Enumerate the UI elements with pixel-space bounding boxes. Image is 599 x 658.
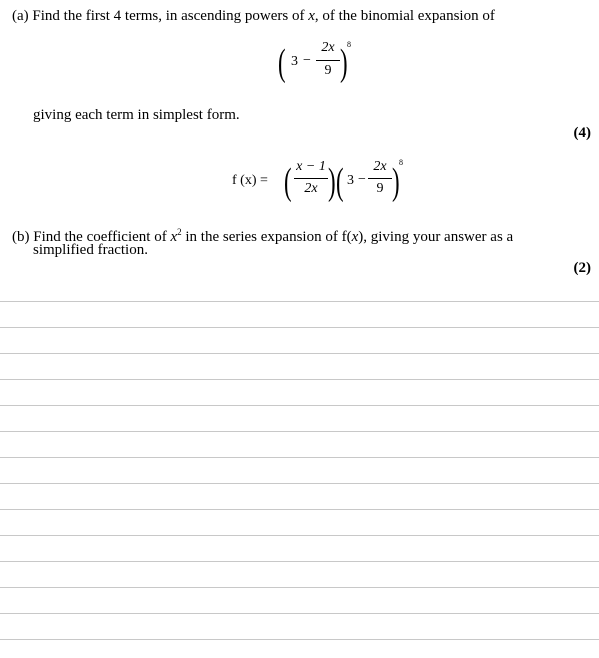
part-a-question xyxy=(12,7,495,26)
paren-1-right: ) xyxy=(328,161,336,203)
function-fraction-2 xyxy=(368,159,392,205)
answer-line[interactable] xyxy=(0,457,599,458)
left-paren: ( xyxy=(278,42,286,84)
expr-constant: 3 xyxy=(291,54,298,69)
part-a-var-x: x xyxy=(308,8,315,24)
expr-fraction xyxy=(316,40,340,86)
part-a-expression xyxy=(278,40,358,90)
fraction-2-denominator: 9 xyxy=(376,181,384,196)
answer-line[interactable] xyxy=(0,613,599,614)
function-fraction-1 xyxy=(294,159,328,205)
part-a-instruction: giving each term in simplest form. xyxy=(33,107,240,123)
part-a-text-2: , of the binomial expansion of xyxy=(314,8,495,24)
answer-line[interactable] xyxy=(0,587,599,588)
answer-line[interactable] xyxy=(0,561,599,562)
fraction-2-bar xyxy=(368,178,392,179)
part-b-var-x2: x xyxy=(351,229,359,245)
part-b-power: 2 xyxy=(177,227,182,237)
function-minus: − xyxy=(358,172,366,187)
answer-line[interactable] xyxy=(0,327,599,328)
part-b-var-x: x xyxy=(170,229,178,245)
part-a-text-1: Find the first 4 terms, in ascending powers of xyxy=(32,8,309,24)
right-paren: ) xyxy=(340,42,348,84)
expr-power: 8 xyxy=(347,40,351,49)
expr-minus: − xyxy=(303,53,311,68)
answer-line[interactable] xyxy=(0,431,599,432)
paren-1-left: ( xyxy=(284,161,292,203)
answer-line[interactable] xyxy=(0,483,599,484)
part-a-label: (a) xyxy=(12,8,29,24)
part-a-marks: (4) xyxy=(573,125,591,141)
part-b-label: (b) xyxy=(12,229,30,245)
function-constant: 3 xyxy=(347,173,354,188)
answer-line[interactable] xyxy=(0,509,599,510)
function-power: 8 xyxy=(399,158,403,167)
part-b-line-2: simplified fraction. xyxy=(33,242,148,258)
part-b-text-3: ), giving your answer as a xyxy=(358,229,514,245)
answer-line[interactable] xyxy=(0,639,599,640)
function-lhs: f (x) = xyxy=(232,173,268,188)
part-b-text-1: Find the coefficient of xyxy=(33,229,171,245)
part-b-marks: (2) xyxy=(573,260,591,276)
fraction-2-numerator: 2x xyxy=(373,159,387,174)
answer-line[interactable] xyxy=(0,535,599,536)
fraction-1-numerator: x − 1 xyxy=(296,159,326,174)
function-definition xyxy=(232,155,412,205)
expr-denominator: 9 xyxy=(324,63,332,78)
answer-line[interactable] xyxy=(0,405,599,406)
answer-line[interactable] xyxy=(0,379,599,380)
paren-2-right: ) xyxy=(392,161,400,203)
paren-2-left: ( xyxy=(336,161,344,203)
fraction-bar xyxy=(316,60,340,61)
fraction-1-denominator: 2x xyxy=(304,181,318,196)
part-b-text-2: in the series expansion of f( xyxy=(181,229,352,245)
expr-numerator: 2x xyxy=(321,40,335,55)
answer-line[interactable] xyxy=(0,301,599,302)
fraction-1-bar xyxy=(294,178,328,179)
answer-line[interactable] xyxy=(0,353,599,354)
